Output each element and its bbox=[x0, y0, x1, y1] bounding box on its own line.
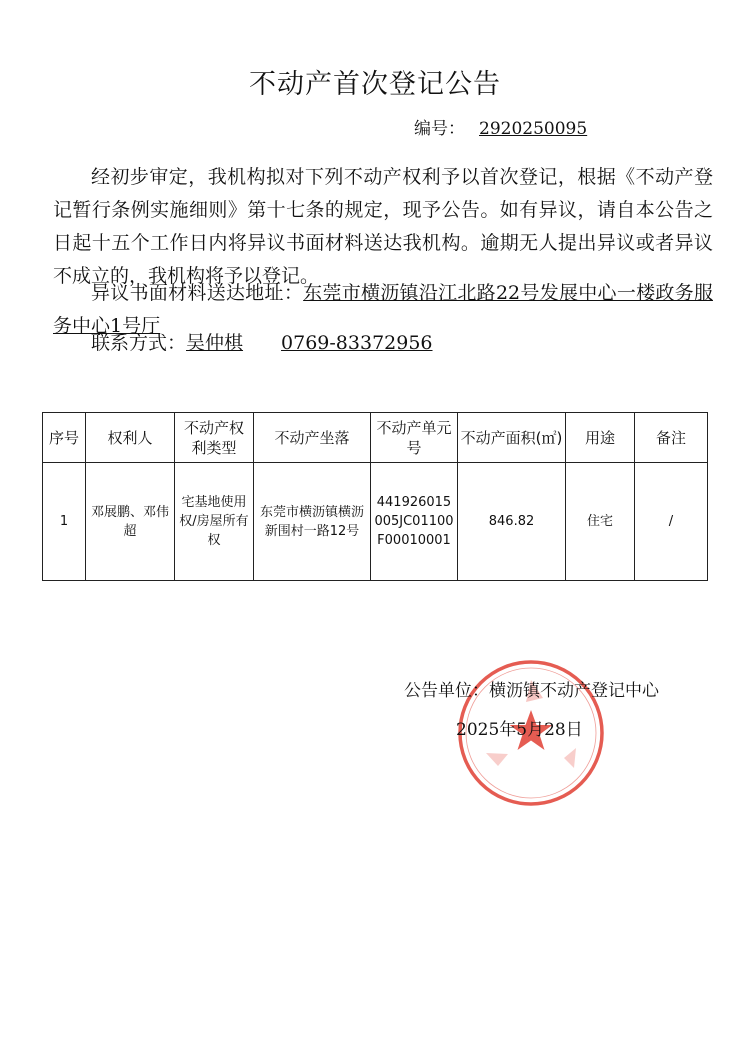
cell-remarks: / bbox=[635, 463, 708, 581]
address-value: 东莞市横沥镇沿江北路22号发展中心一楼政务服务中心1号厅 bbox=[53, 282, 713, 337]
contact-name: 吴仲棋 bbox=[186, 332, 244, 354]
contact-paragraph bbox=[91, 327, 750, 360]
header-serial: 序号 bbox=[43, 413, 86, 463]
intro-paragraph: 经初步审定，我机构拟对下列不动产权利予以首次登记，根据《不动产登记暂行条例实施细则》第十七条的规定，现予公告。如有异议，请自本公告之日起十五个工作日内将异议书面材料送达我机构。逾期无人提出异议或者异议不成立的，我机构将予以登记。 bbox=[53, 166, 713, 287]
contact-info bbox=[186, 332, 433, 354]
document-number-value: 2920250095 bbox=[479, 119, 588, 139]
cell-area: 846.82 bbox=[458, 463, 566, 581]
document-number-label: 编号： bbox=[414, 119, 465, 139]
cell-owner: 邓展鹏、邓伟超 bbox=[86, 463, 175, 581]
cell-serial: 1 bbox=[43, 463, 86, 581]
issuer bbox=[404, 676, 659, 701]
contact-label: 联系方式： bbox=[91, 332, 187, 354]
header-unit-number: 不动产单元号 bbox=[371, 413, 458, 463]
issue-date: 2025年5月28日 bbox=[456, 720, 583, 740]
contact-phone: 0769-83372956 bbox=[281, 332, 433, 354]
header-remarks: 备注 bbox=[635, 413, 708, 463]
cell-location: 东莞市横沥镇横沥新围村一路12号 bbox=[254, 463, 371, 581]
header-location: 不动产坐落 bbox=[254, 413, 371, 463]
cell-right-type: 宅基地使用权/房屋所有权 bbox=[175, 463, 254, 581]
page-title: 不动产首次登记公告 bbox=[249, 69, 501, 100]
address-label: 异议书面材料送达地址： bbox=[91, 282, 304, 304]
table-header-row bbox=[43, 413, 708, 463]
registration-table bbox=[42, 412, 708, 581]
document-number bbox=[414, 114, 587, 139]
issuer-name: 横沥镇不动产登记中心 bbox=[489, 681, 659, 701]
header-area: 不动产面积(㎡) bbox=[458, 413, 566, 463]
header-owner: 权利人 bbox=[86, 413, 175, 463]
cell-unit-number: 441926015005JC01100F00010001 bbox=[371, 463, 458, 581]
cell-usage: 住宅 bbox=[566, 463, 635, 581]
issuer-label: 公告单位： bbox=[404, 681, 489, 701]
header-usage: 用途 bbox=[566, 413, 635, 463]
table-row bbox=[43, 463, 708, 581]
header-right-type: 不动产权利类型 bbox=[175, 413, 254, 463]
